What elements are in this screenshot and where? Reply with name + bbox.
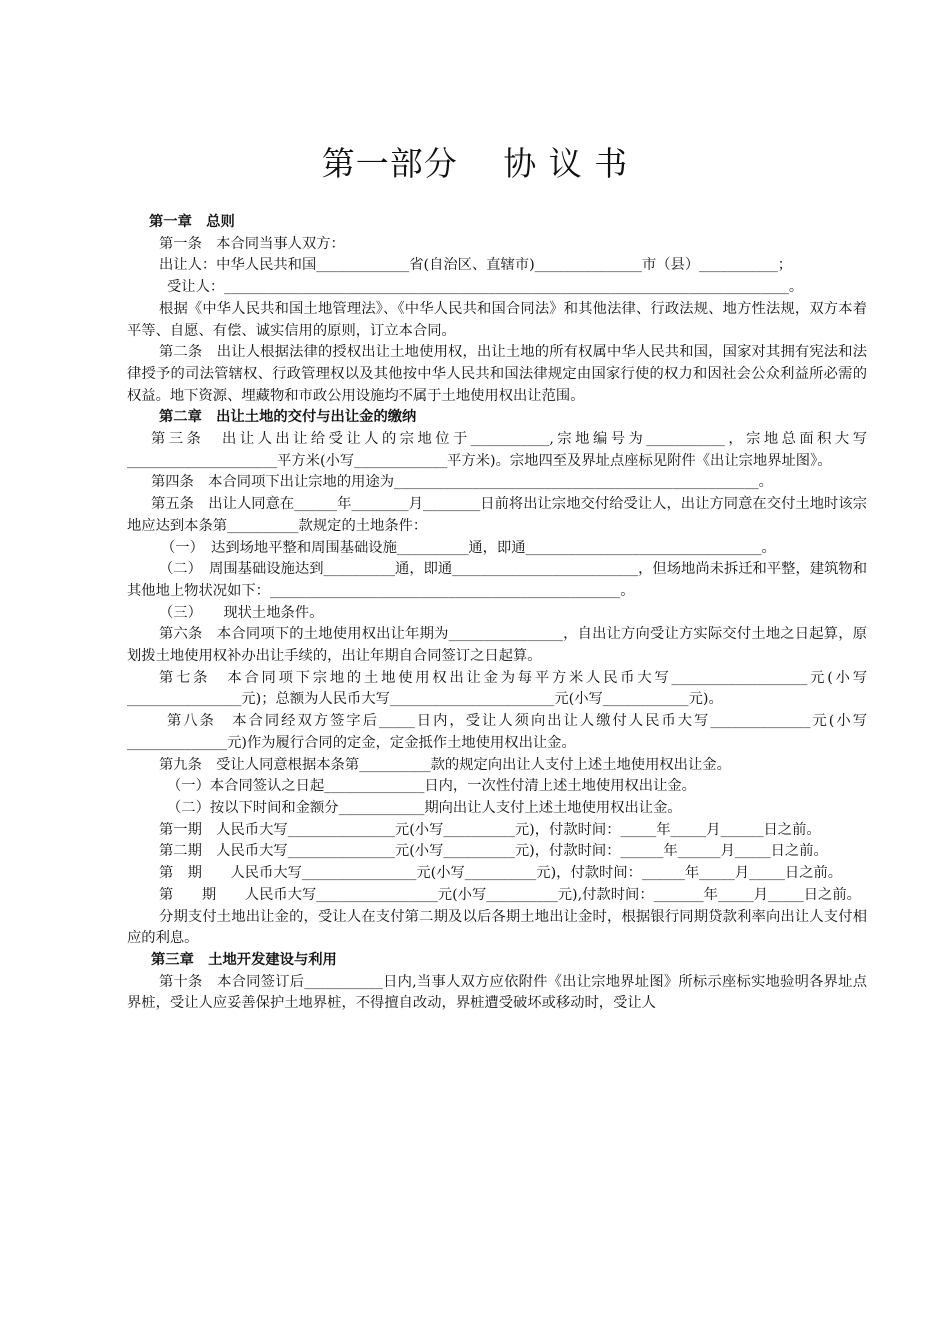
- paragraph: 第八条 本合同经双方签字后_____日内，受让人须向出让人缴付人民币大写______________元(小写______________元)作为履行合同的定金，定金抵作土地使用权出让金。: [127, 713, 867, 751]
- paragraph: 第五条 出让人同意在______年________月________日前将出让宗地交付给受让人，出让方同意在交付土地时该宗地应达到本条第__________款规定的土地条件：: [127, 496, 867, 534]
- paragraph: 第六条 本合同项下的土地使用权出让年期为________________，自出让方向受让方实际交付土地之日起算，原划拨土地使用权补办出让手续的，出让年期自合同签订之日起算。: [127, 626, 867, 665]
- paragraph: 第 期 人民币大写________________元(小写__________元)，付款时间：______年_____月_____日之前。: [159, 865, 843, 882]
- paragraph: （二） 周围基础设施达到__________通，即通__________________________，但场地尚未拆迁和平整，建筑物和其他地上物状况如下：_________________________________________________。: [127, 561, 867, 599]
- paragraph: 第一条 本合同当事人双方：: [159, 235, 345, 252]
- paragraph: 根据《中华人民共和国土地管理法》、《中华人民共和国合同法》和其他法律、行政法规、地方性法规，双方本着平等、自愿、有偿、诚实信用的原则，订立本合同。: [127, 300, 867, 339]
- paragraph: 第十条 本合同签订后___________日内,当事人双方应依附件《出让宗地界址图》所标示座标实地验明各界址点界桩，受让人应妥善保护土地界桩，不得擅自改动，界桩遭受破坏或移动时，受让人: [127, 973, 867, 1012]
- paragraph: 受让人：_______________________________________________________________________________。: [167, 279, 804, 296]
- chapter-heading: 第二章 出让土地的交付与出让金的缴纳: [159, 409, 417, 426]
- chapter-heading: 第一章 总则: [149, 214, 235, 230]
- paragraph: （二）按以下时间和金额分____________期向出让人支付上述土地使用权出让金。: [167, 799, 682, 816]
- paragraph: （一） 达到场地平整和周围基础设施__________通，即通_________________________________。: [161, 539, 776, 556]
- paragraph: 第 期 人民币大写_________________元(小写__________元),付款时间：_______年_____月_____日之前。: [159, 886, 861, 903]
- paragraph: 第一期 人民币大写_______________元(小写__________元)，付款时间：_____年_____月______日之前。: [159, 821, 821, 838]
- page-title: 第一部分 协 议 书: [321, 144, 629, 183]
- paragraph: （三） 现状土地条件。: [159, 604, 324, 621]
- chapter-heading: 第三章 土地开发建设与利用: [151, 951, 337, 968]
- paragraph: 第四条 本合同项下出让宗地的用途为___________________________________________________。: [151, 474, 773, 491]
- paragraph: 第二期 人民币大写_______________元(小写__________元)，付款时间：______年______月_____日之前。: [159, 843, 828, 860]
- paragraph: 第七条 本合同项下宗地的土地使用权出让金为每平方米人民币大写___________________元(小写________________元)；总额为人民币大写_______________________元(小写____________元)。: [127, 669, 867, 708]
- document-body: [127, 212, 867, 1015]
- paragraph: （一）本合同签认之日起______________日内，一次性付清上述土地使用权出让金。: [167, 778, 696, 795]
- paragraph: 第三条 出让人出让给受让人的宗地位于___________,宗地编号为___________，宗地总面积大写_____________________平方米(小写_____________平方米)。宗地四至及界址点座标见附件《出让宗地界址图》。: [127, 431, 867, 469]
- paragraph: 分期支付土地出让金的，受让人在支付第二期及以后各期土地出让金时，根据银行同期贷款利率向出让人支付相应的利息。: [127, 908, 867, 947]
- paragraph: 第二条 出让人根据法律的授权出让土地使用权，出让土地的所有权属中华人民共和国，国家对其拥有宪法和法律授予的司法管辖权、行政管理权以及其他按中华人民共和国法律规定由国家行使的权力和因社会公众利益所必需的权益。地下资源、埋藏物和市政公用设施均不属于土地使用权出让范围。: [127, 344, 867, 404]
- paragraph: 第九条 受让人同意根据本条第__________款的规定向出让人支付上述土地使用权出让金。: [159, 756, 731, 773]
- paragraph: 出让人：中华人民共和国_____________省(自治区、直辖市)_______________市（县）___________；: [159, 257, 793, 274]
